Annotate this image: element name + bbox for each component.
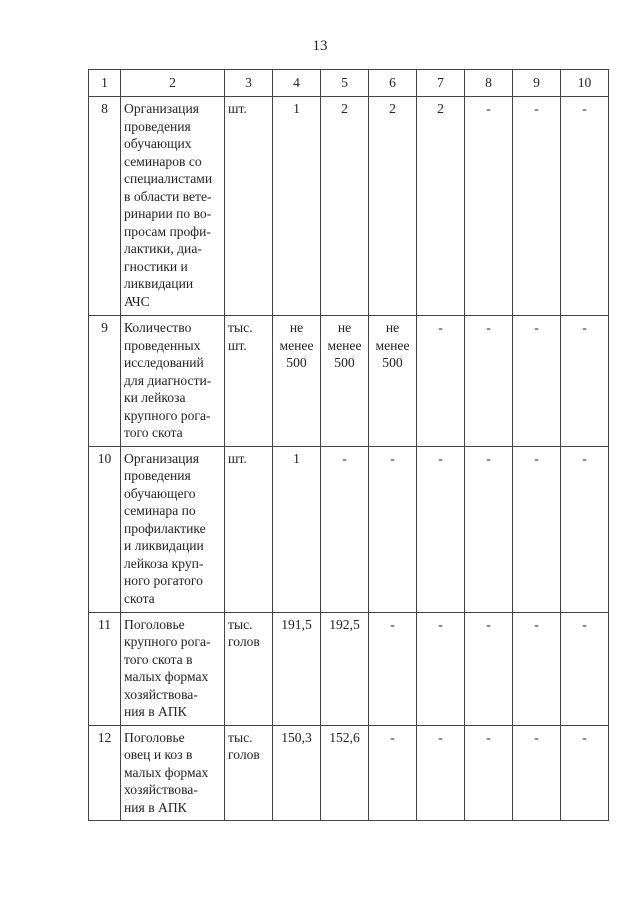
value-cell: - bbox=[369, 446, 417, 612]
value-cell: - bbox=[417, 446, 465, 612]
row-number: 12 bbox=[89, 725, 121, 821]
row-number: 9 bbox=[89, 316, 121, 447]
table-row bbox=[89, 316, 609, 447]
value-cell: 1 bbox=[273, 97, 321, 316]
unit-cell: шт. bbox=[225, 446, 273, 612]
value-cell: - bbox=[561, 725, 609, 821]
value-cell: - bbox=[369, 612, 417, 725]
value-cell: - bbox=[513, 612, 561, 725]
indicator-name: Поголовье крупного рога- того скота в малых формах хозяйствова- ния в АПК bbox=[121, 612, 225, 725]
indicator-name: Количество проведенных исследований для диагности- ки лейкоза крупного рога- того скота bbox=[121, 316, 225, 447]
value-cell: - bbox=[513, 725, 561, 821]
value-cell: не менее 500 bbox=[273, 316, 321, 447]
value-cell: 1 bbox=[273, 446, 321, 612]
value-cell: 2 bbox=[321, 97, 369, 316]
indicators-table bbox=[88, 69, 609, 821]
header-row bbox=[89, 70, 609, 97]
header-cell: 2 bbox=[121, 70, 225, 97]
value-cell: - bbox=[465, 612, 513, 725]
value-cell: 2 bbox=[417, 97, 465, 316]
value-cell: 192,5 bbox=[321, 612, 369, 725]
header-cell: 6 bbox=[369, 70, 417, 97]
unit-cell: шт. bbox=[225, 97, 273, 316]
indicator-name: Организация проведения обучающего семинара по профилактике и ликвидации лейкоза круп- ного рогатого скота bbox=[121, 446, 225, 612]
value-cell: - bbox=[417, 612, 465, 725]
table-row bbox=[89, 612, 609, 725]
value-cell: не менее 500 bbox=[321, 316, 369, 447]
table-row bbox=[89, 97, 609, 316]
value-cell: - bbox=[465, 97, 513, 316]
value-cell: - bbox=[465, 725, 513, 821]
unit-cell: тыс. голов bbox=[225, 725, 273, 821]
value-cell: 191,5 bbox=[273, 612, 321, 725]
header-cell: 4 bbox=[273, 70, 321, 97]
header-cell: 3 bbox=[225, 70, 273, 97]
value-cell: - bbox=[513, 446, 561, 612]
value-cell: 2 bbox=[369, 97, 417, 316]
value-cell: - bbox=[513, 316, 561, 447]
value-cell: - bbox=[561, 97, 609, 316]
value-cell: - bbox=[417, 725, 465, 821]
header-cell: 1 bbox=[89, 70, 121, 97]
indicator-name: Организация проведения обучающих семинаров со специалистами в области вете- ринарии по во- просам профи- лактики, диа- гностики и ликвидации АЧС bbox=[121, 97, 225, 316]
value-cell: - bbox=[561, 612, 609, 725]
value-cell: 150,3 bbox=[273, 725, 321, 821]
unit-cell: тыс. голов bbox=[225, 612, 273, 725]
value-cell: - bbox=[561, 446, 609, 612]
table-row bbox=[89, 446, 609, 612]
page-number: 13 bbox=[312, 38, 328, 54]
row-number: 11 bbox=[89, 612, 121, 725]
value-cell: - bbox=[321, 446, 369, 612]
value-cell: не менее 500 bbox=[369, 316, 417, 447]
header-cell: 8 bbox=[465, 70, 513, 97]
value-cell: - bbox=[465, 446, 513, 612]
header-cell: 9 bbox=[513, 70, 561, 97]
table-row bbox=[89, 725, 609, 821]
value-cell: - bbox=[369, 725, 417, 821]
header-cell: 7 bbox=[417, 70, 465, 97]
value-cell: - bbox=[417, 316, 465, 447]
value-cell: - bbox=[465, 316, 513, 447]
indicator-name: Поголовье овец и коз в малых формах хозяйствова- ния в АПК bbox=[121, 725, 225, 821]
row-number: 8 bbox=[89, 97, 121, 316]
row-number: 10 bbox=[89, 446, 121, 612]
value-cell: - bbox=[561, 316, 609, 447]
header-cell: 10 bbox=[561, 70, 609, 97]
header-cell: 5 bbox=[321, 70, 369, 97]
value-cell: - bbox=[513, 97, 561, 316]
unit-cell: тыс. шт. bbox=[225, 316, 273, 447]
value-cell: 152,6 bbox=[321, 725, 369, 821]
